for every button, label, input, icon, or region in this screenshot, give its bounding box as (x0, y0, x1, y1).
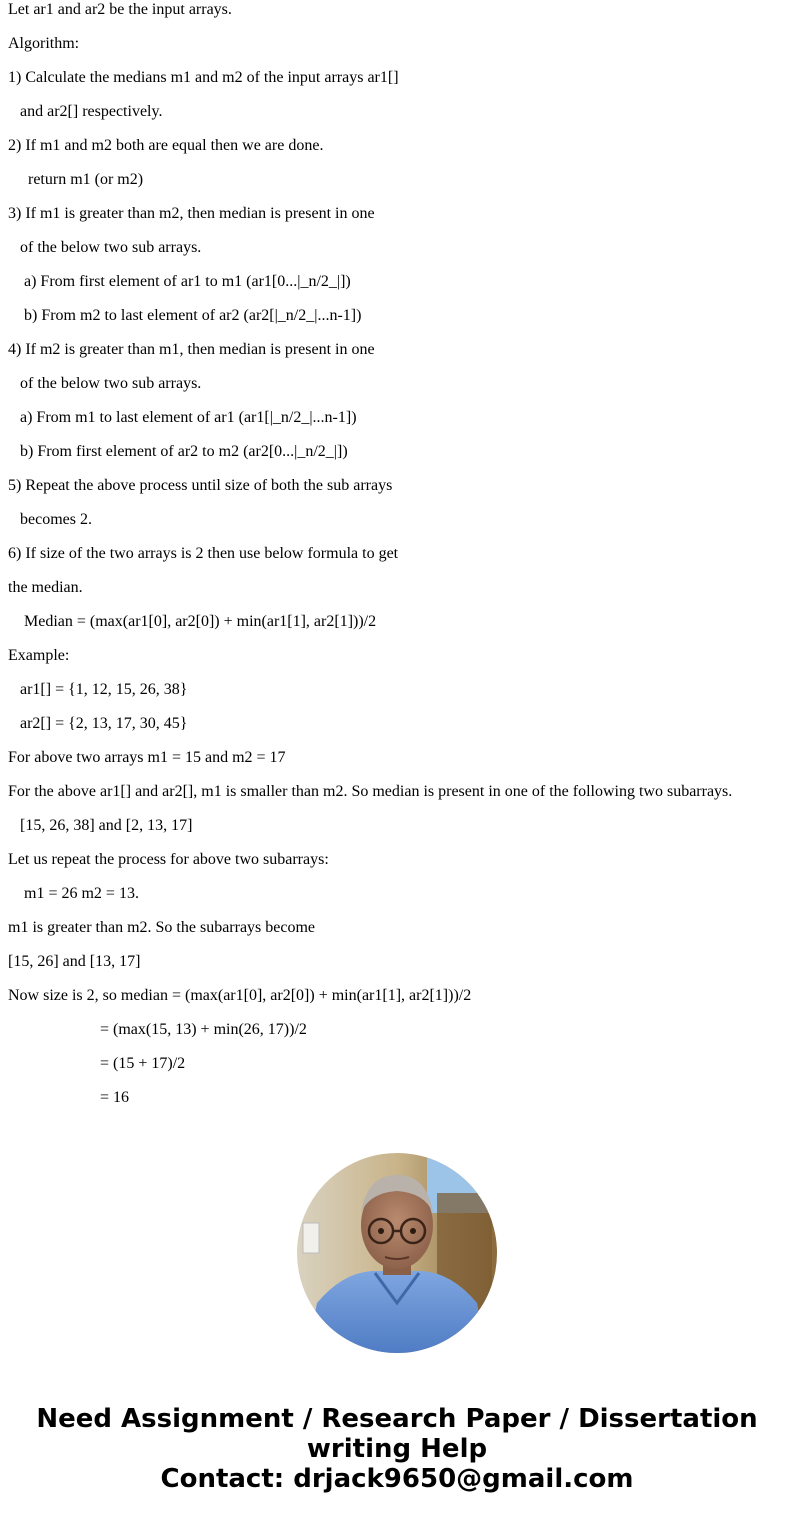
text-line: a) From m1 to last element of ar1 (ar1[|_n/2_|...n-1]) (8, 409, 357, 426)
text-line: For above two arrays m1 = 15 and m2 = 17 (8, 749, 286, 766)
text-line: b) From first element of ar2 to m2 (ar2[0...|_n/2_|]) (8, 443, 348, 460)
text-line: ar2[] = {2, 13, 17, 30, 45} (8, 715, 188, 732)
text-line: = 16 (8, 1089, 130, 1106)
text-line: For the above ar1[] and ar2[], m1 is smaller than m2. So median is present in one of the following two subarrays. (8, 783, 733, 800)
footer-line-1: Need Assignment / Research Paper / Dissertation (36, 1404, 758, 1434)
text-line: m1 = 26 m2 = 13. (8, 885, 139, 902)
text-line: ar1[] = {1, 12, 15, 26, 38} (8, 681, 188, 698)
text-line: of the below two sub arrays. (8, 375, 202, 392)
text-line: Let us repeat the process for above two subarrays: (8, 851, 329, 868)
text-line: and ar2[] respectively. (8, 103, 163, 120)
text-line: 2) If m1 and m2 both are equal then we are done. (8, 137, 324, 154)
text-line: 4) If m2 is greater than m1, then median is present in one (8, 341, 375, 358)
text-line: 6) If size of the two arrays is 2 then use below formula to get (8, 545, 399, 562)
text-line: the median. (8, 579, 83, 596)
text-line: [15, 26] and [13, 17] (8, 953, 141, 970)
text-line: Now size is 2, so median = (max(ar1[0], ar2[0]) + min(ar1[1], ar2[1]))/2 (8, 987, 472, 1004)
footer-contact: Contact: drjack9650@gmail.com (160, 1464, 634, 1494)
text-line: = (15 + 17)/2 (8, 1055, 186, 1072)
text-line: 3) If m1 is greater than m2, then median is present in one (8, 205, 375, 222)
author-photo (297, 1153, 497, 1353)
text-line: 1) Calculate the medians m1 and m2 of the input arrays ar1[] (8, 69, 399, 86)
text-line: Let ar1 and ar2 be the input arrays. (8, 1, 232, 18)
text-line: [15, 26, 38] and [2, 13, 17] (8, 817, 193, 834)
text-line: Median = (max(ar1[0], ar2[0]) + min(ar1[1], ar2[1]))/2 (8, 613, 377, 630)
text-line: Algorithm: (8, 35, 80, 52)
text-line: return m1 (or m2) (8, 171, 144, 188)
text-line: becomes 2. (8, 511, 92, 528)
text-line: of the below two sub arrays. (8, 239, 202, 256)
footer-advertisement (0, 1404, 794, 1494)
text-line: Example: (8, 647, 70, 664)
text-line: b) From m2 to last element of ar2 (ar2[|_n/2_|...n-1]) (8, 307, 362, 324)
footer-line-2: writing Help (306, 1434, 488, 1464)
text-line: = (max(15, 13) + min(26, 17))/2 (8, 1021, 307, 1038)
text-line: 5) Repeat the above process until size of both the sub arrays (8, 477, 393, 494)
text-line: m1 is greater than m2. So the subarrays become (8, 919, 316, 936)
text-line: a) From first element of ar1 to m1 (ar1[0...|_n/2_|]) (8, 273, 351, 290)
